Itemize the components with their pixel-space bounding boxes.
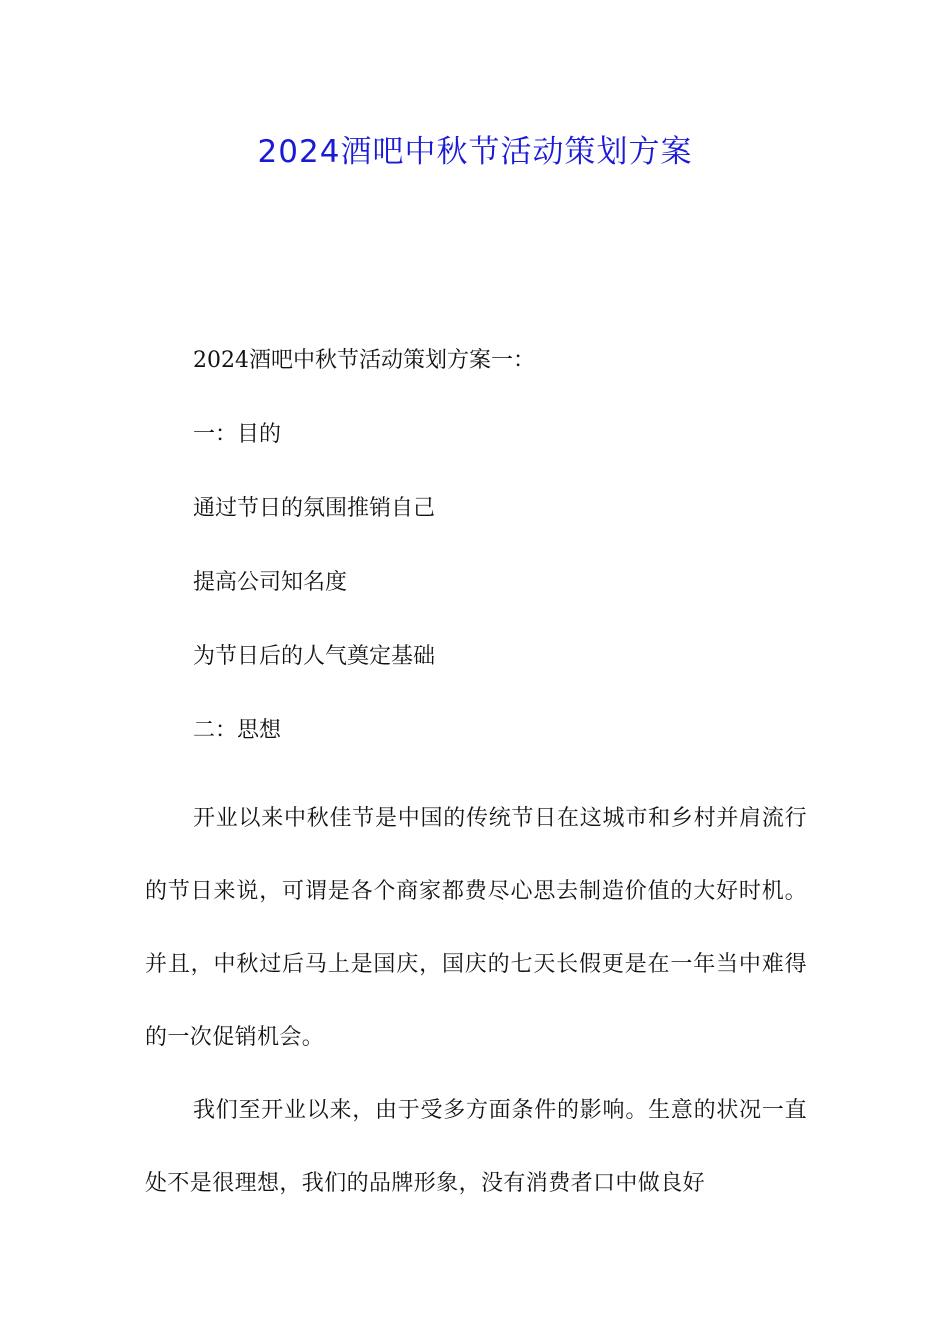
section-heading-thinking: 二：思想 (193, 718, 282, 743)
plan-heading: 2024酒吧中秋节活动策划方案一： (193, 348, 535, 373)
document-body (145, 338, 807, 1220)
section-heading-purpose: 一：目的 (193, 422, 282, 447)
document-title: 2024酒吧中秋节活动策划方案 (257, 134, 693, 170)
body-paragraph: 我们至开业以来，由于受多方面条件的影响。生意的状况一直处不是很理想，我们的品牌形象，没有消费者口中做良好 (145, 1098, 807, 1196)
body-paragraph: 开业以来中秋佳节是中国的传统节日在这城市和乡村并肩流行的节日来说，可谓是各个商家都费尽心思去制造价值的大好时机。并且，中秋过后马上是国庆，国庆的七天长假更是在一年当中难得的一次促销机会。 (145, 806, 807, 1050)
purpose-item: 提高公司知名度 (193, 570, 348, 595)
purpose-item: 为节日后的人气奠定基础 (193, 644, 436, 669)
purpose-item: 通过节日的氛围推销自己 (193, 496, 436, 521)
